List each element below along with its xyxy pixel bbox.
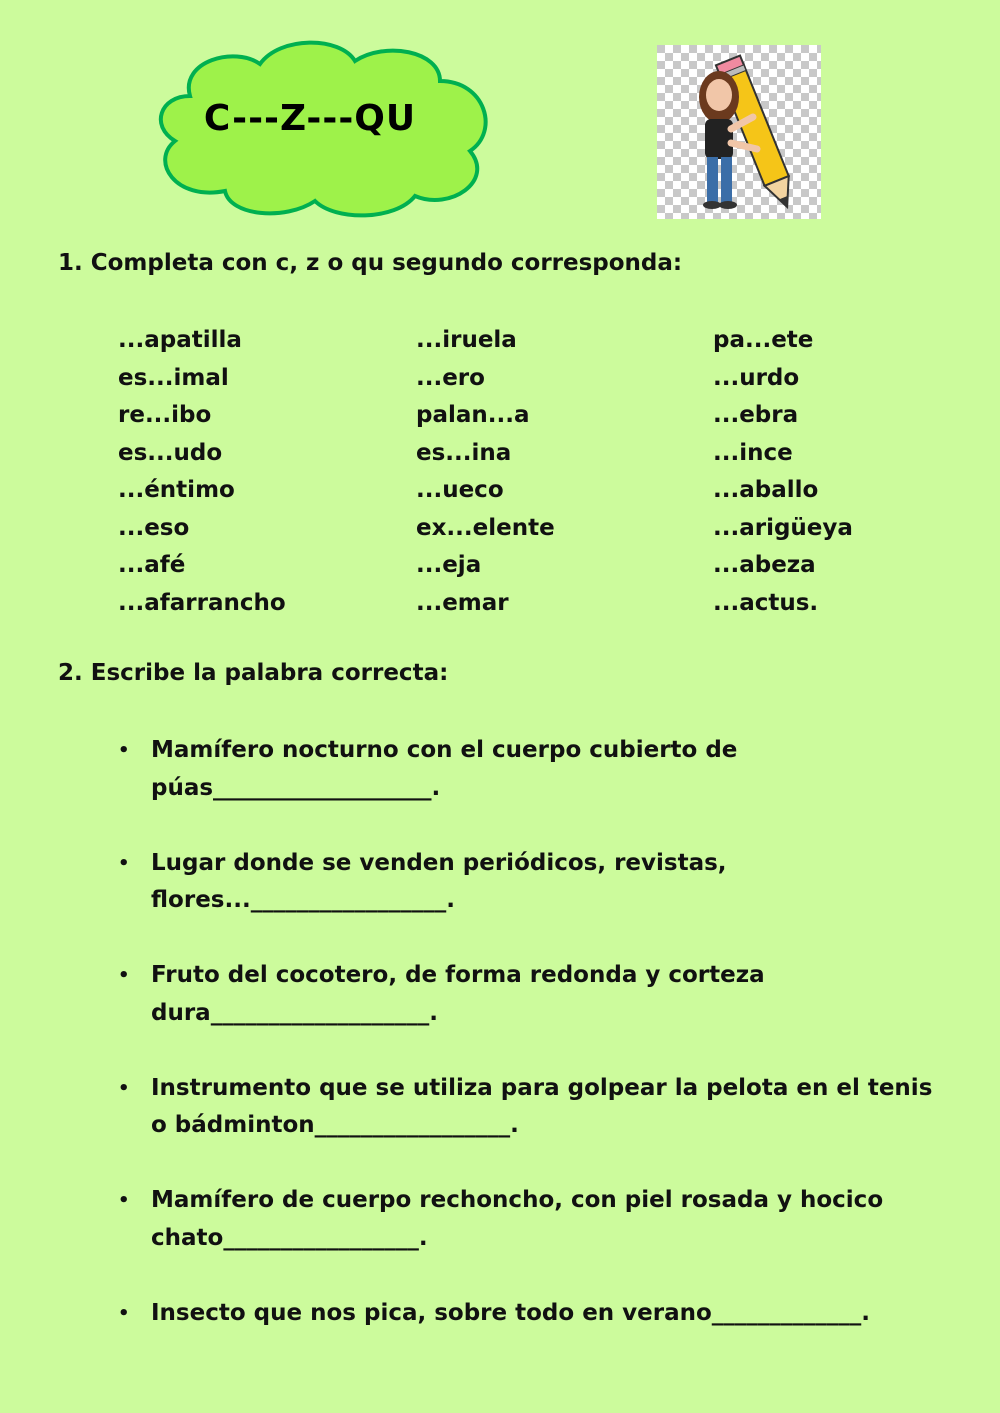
- definition-item: [118, 1295, 958, 1408]
- girl-with-pencil-icon: [657, 45, 821, 219]
- bullet-icon: •: [118, 965, 130, 986]
- word-item: palan...a: [416, 402, 530, 428]
- definition-line-1: Mamífero de cuerpo rechoncho, con piel rosada y hocico: [151, 1187, 884, 1213]
- word-item: re...ibo: [118, 402, 212, 428]
- word-item: es...udo: [118, 439, 223, 466]
- word-column-2: [416, 322, 555, 622]
- definition-line-1: Insecto que nos pica, sobre todo en verano_____________.: [151, 1299, 871, 1326]
- word-item: ...ero: [416, 364, 485, 391]
- definition-list: [118, 732, 958, 1407]
- bullet-icon: •: [118, 1190, 130, 1211]
- word-item: ...iruela: [416, 327, 517, 353]
- definition-item: [118, 1182, 958, 1295]
- definition-item: [118, 1070, 958, 1183]
- definition-line-2: dura___________________.: [151, 999, 438, 1026]
- word-item: ex...elente: [416, 514, 555, 541]
- bullet-icon: •: [118, 740, 130, 761]
- bullet-icon: •: [118, 1302, 130, 1324]
- definition-line-2: o bádminton_________________.: [151, 1112, 519, 1138]
- word-item: ...emar: [416, 589, 509, 616]
- word-item: ...afé: [118, 552, 186, 578]
- word-item: pa...ete: [713, 327, 814, 353]
- word-item: es...ina: [416, 439, 512, 466]
- definition-line-2: chato_________________.: [151, 1224, 428, 1251]
- page-title: C---Z---QU: [203, 98, 417, 139]
- exercise-2-heading: 2. Escribe la palabra correcta:: [58, 660, 449, 686]
- avatar-illustration: [657, 45, 821, 219]
- word-item: ...eja: [416, 552, 482, 578]
- word-column-3: [713, 322, 853, 622]
- definition-item: [118, 845, 958, 958]
- word-column-1: [118, 322, 286, 622]
- definition-line-2: flores..._________________.: [151, 887, 455, 913]
- word-item: ...ince: [713, 439, 793, 466]
- word-item: ...aballo: [713, 477, 819, 503]
- definition-line-1: Mamífero nocturno con el cuerpo cubierto de: [151, 737, 738, 763]
- exercise-1-heading: 1. Completa con c, z o qu segundo corresponda:: [58, 250, 683, 276]
- bullet-icon: •: [118, 852, 130, 874]
- word-item: es...imal: [118, 364, 229, 391]
- word-item: ...eso: [118, 514, 190, 541]
- definition-line-1: Lugar donde se venden periódicos, revistas,: [151, 849, 727, 876]
- word-item: ...ueco: [416, 477, 504, 503]
- word-item: ...arigüeya: [713, 514, 853, 541]
- word-item: ...actus.: [713, 589, 819, 616]
- word-item: ...afarrancho: [118, 589, 286, 616]
- title-cloud: [150, 36, 500, 218]
- word-item: ...ebra: [713, 402, 799, 428]
- word-item: ...éntimo: [118, 477, 235, 503]
- definition-item: [118, 732, 958, 845]
- definition-line-2: púas___________________.: [151, 774, 441, 801]
- definition-item: [118, 957, 958, 1070]
- word-item: ...apatilla: [118, 327, 242, 353]
- definition-line-1: Fruto del cocotero, de forma redonda y corteza: [151, 962, 765, 988]
- bullet-icon: •: [118, 1077, 130, 1099]
- definition-line-1: Instrumento que se utiliza para golpear la pelota en el tenis: [151, 1074, 933, 1101]
- word-item: ...abeza: [713, 552, 816, 578]
- word-item: ...urdo: [713, 364, 800, 391]
